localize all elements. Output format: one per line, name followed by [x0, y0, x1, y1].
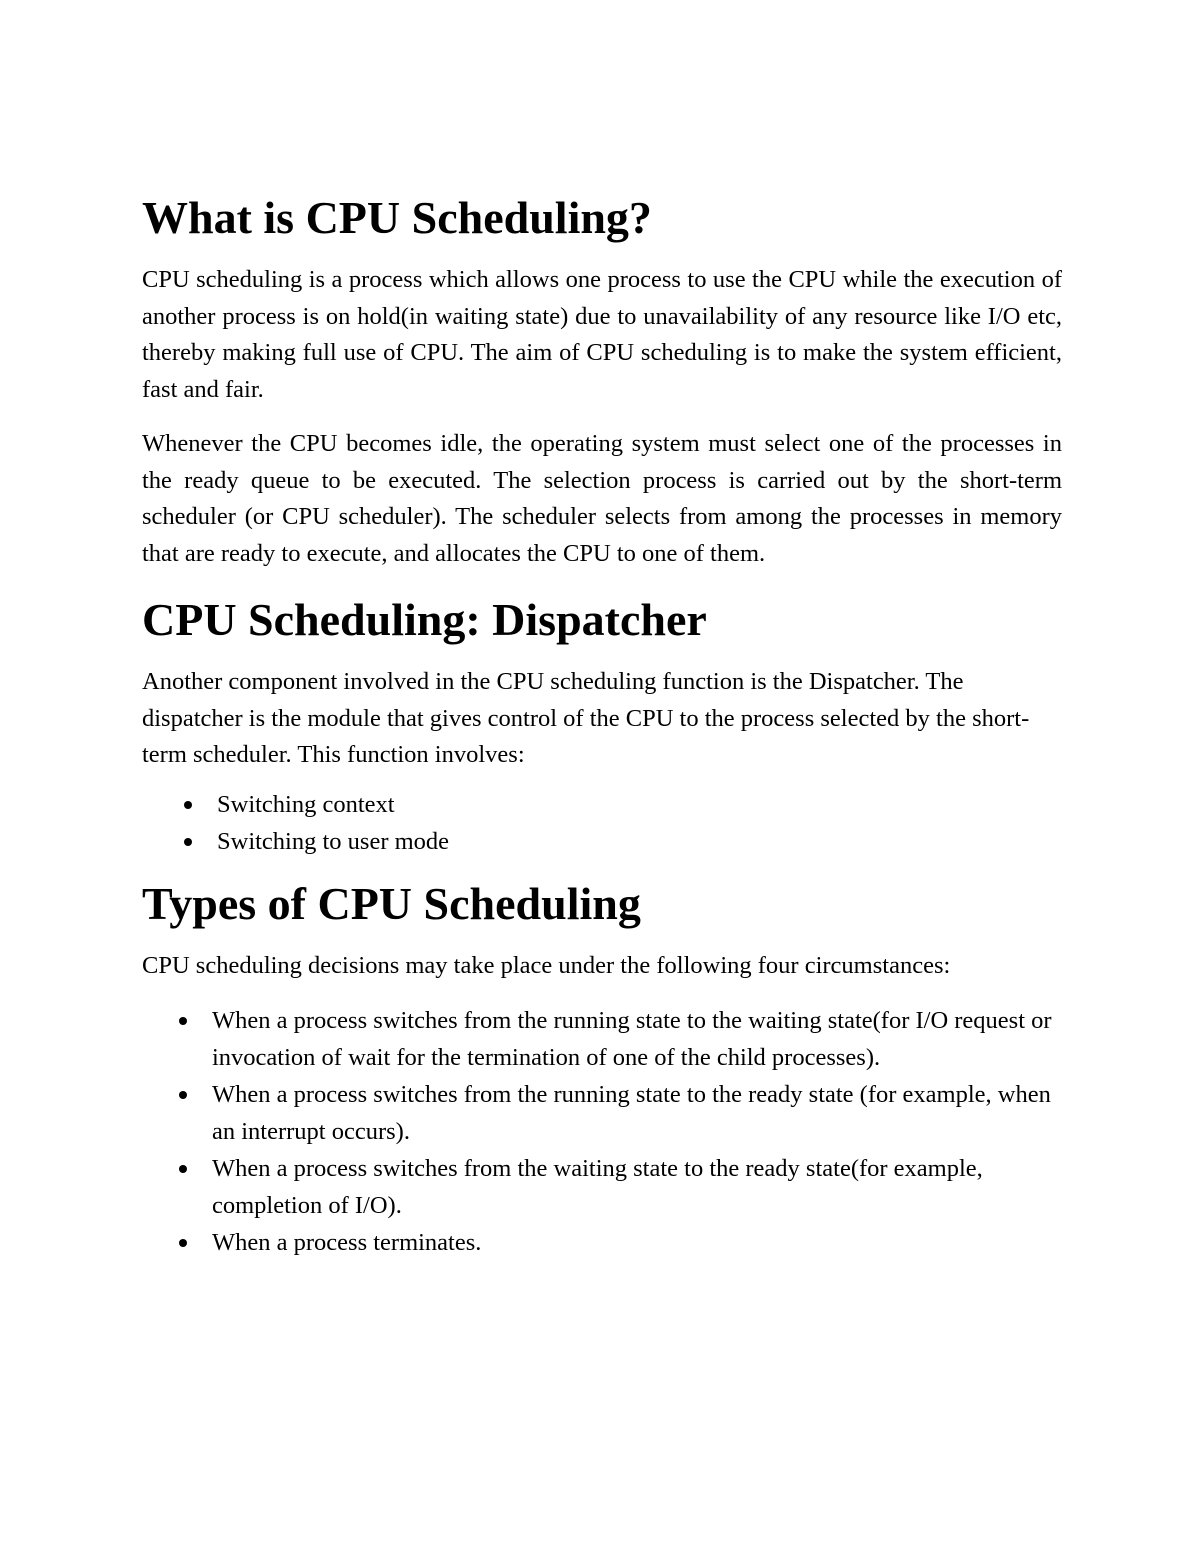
list-item: [142, 1076, 1052, 1150]
list-item-text: When a process switches from the running state to the ready state (for example, when an interrupt occurs).: [212, 1081, 1051, 1145]
document-page: [142, 188, 1062, 1261]
bullet-icon: [184, 838, 192, 846]
bullet-list: [142, 1002, 1062, 1261]
list-item: [142, 786, 1062, 823]
section-heading: What is CPU Scheduling?: [142, 192, 652, 243]
bullet-icon: [179, 1091, 187, 1099]
bullet-icon: [179, 1017, 187, 1025]
body-paragraph: CPU scheduling decisions may take place under the following four circumstances:: [142, 951, 951, 979]
list-item: [142, 1150, 1052, 1224]
list-item-text: Switching context: [217, 790, 395, 818]
list-item-text: When a process switches from the running state to the waiting state(for I/O request or invocation of wait for the termination of one of the child processes).: [212, 1007, 1052, 1071]
body-paragraph: CPU scheduling is a process which allows one process to use the CPU while the execution of another process is on hold(in waiting state) due to unavailability of any resource like I/O etc, thereby making full use of CPU. The aim of CPU scheduling is to make the system efficient, fast and fair.: [142, 266, 1062, 403]
bullet-icon: [184, 801, 192, 809]
list-item: [142, 1224, 1052, 1261]
bullet-icon: [179, 1165, 187, 1173]
bullet-icon: [179, 1239, 187, 1247]
body-paragraph: Another component involved in the CPU scheduling function is the Dispatcher. The dispatcher is the module that gives control of the CPU to the process selected by the short-term scheduler. This function involves:: [142, 668, 1030, 768]
list-item: [142, 823, 1062, 860]
bullet-list: [142, 786, 1062, 860]
list-item: [142, 1002, 1052, 1076]
section-heading: Types of CPU Scheduling: [142, 877, 641, 929]
list-item-text: When a process terminates.: [212, 1229, 482, 1256]
list-item-text: Switching to user mode: [217, 827, 450, 855]
list-item-text: When a process switches from the waiting state to the ready state(for example, completion of I/O).: [212, 1155, 983, 1219]
section-heading: CPU Scheduling: Dispatcher: [142, 594, 707, 645]
body-paragraph: Whenever the CPU becomes idle, the operating system must select one of the processes in the ready queue to be executed. The selection process is carried out by the short-term scheduler (or CPU scheduler). The scheduler selects from among the processes in memory that are ready to execute, and allocates the CPU to one of them.: [142, 430, 1062, 567]
